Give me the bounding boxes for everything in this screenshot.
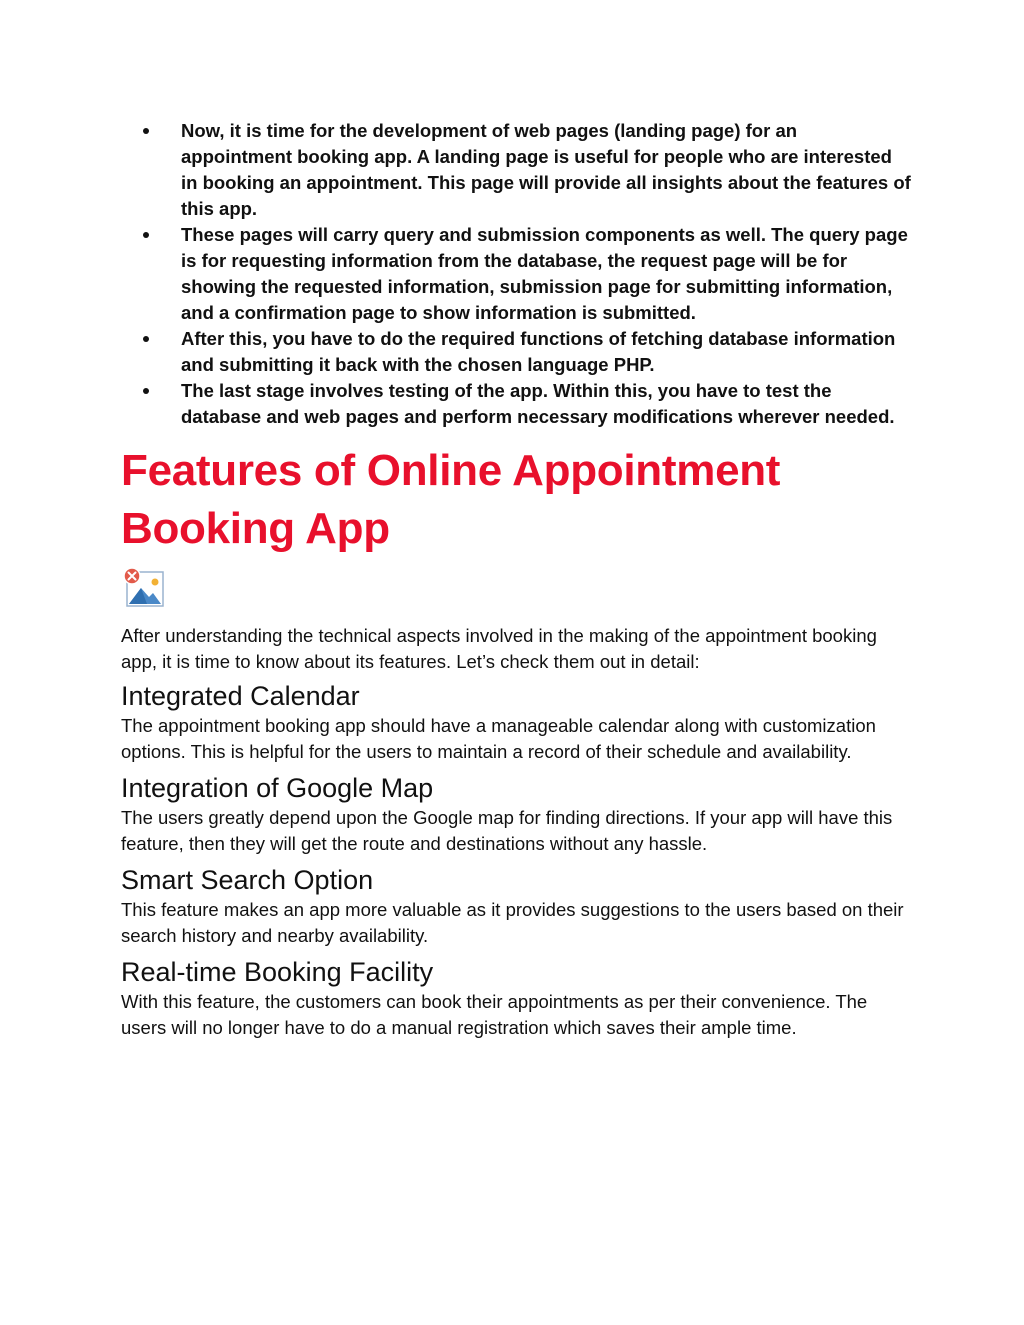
- bullet-item: [121, 326, 911, 378]
- bullet-dot-icon: [143, 128, 149, 134]
- page-title-line-2: Booking App: [121, 504, 390, 553]
- feature-description: With this feature, the customers can book their appointments as per their convenience. The users will no longer have to do a manual registration which saves their ample time.: [121, 991, 868, 1038]
- bullet-dot-icon: [143, 232, 149, 238]
- bullet-item: [121, 222, 911, 326]
- bullet-dot-icon: [143, 388, 149, 394]
- bullet-dot-icon: [143, 336, 149, 342]
- feature-heading: Integrated Calendar: [121, 681, 360, 711]
- bullet-text: After this, you have to do the required functions of fetching database information and submitting it back with the chosen language PHP.: [181, 328, 896, 375]
- feature-description: The users greatly depend upon the Google map for finding directions. If your app will have this feature, then they will get the route and destinations without any hassle.: [121, 807, 893, 854]
- document-content: [121, 118, 911, 1041]
- bullet-text: The last stage involves testing of the app. Within this, you have to test the database and web pages and perform necessary modifications wherever needed.: [181, 380, 895, 427]
- broken-image-icon: [121, 566, 165, 608]
- feature-section: [121, 955, 911, 1041]
- feature-heading: Real-time Booking Facility: [121, 957, 434, 987]
- feature-description: This feature makes an app more valuable as it provides suggestions to the users based on their search history and nearby availability.: [121, 899, 904, 946]
- bullet-text: Now, it is time for the development of web pages (landing page) for an appointment booking app. A landing page is useful for people who are interested in booking an appointment. This page will provide all insights about the features of this app.: [181, 120, 911, 219]
- bullet-item: [121, 118, 911, 222]
- feature-heading: Integration of Google Map: [121, 773, 434, 803]
- page-title-line-1: Features of Online Appointment: [121, 446, 781, 495]
- feature-description: The appointment booking app should have a manageable calendar along with customization options. This is helpful for the users to maintain a record of their schedule and availability.: [121, 715, 876, 762]
- feature-section: [121, 863, 911, 949]
- bullet-text: These pages will carry query and submission components as well. The query page is for requesting information from the database, the request page will be for showing the requested information, submission page for submitting information, and a confirmation page to show information is submitted.: [181, 224, 908, 323]
- page-title: [121, 442, 911, 558]
- bullet-item: [121, 378, 911, 430]
- feature-heading: Smart Search Option: [121, 865, 374, 895]
- feature-section: [121, 771, 911, 857]
- feature-section: [121, 679, 911, 765]
- steps-bullet-list: [121, 118, 911, 430]
- intro-paragraph: After understanding the technical aspects involved in the making of the appointment booking app, it is time to know about its features. Let’s check them out in detail:: [121, 625, 877, 672]
